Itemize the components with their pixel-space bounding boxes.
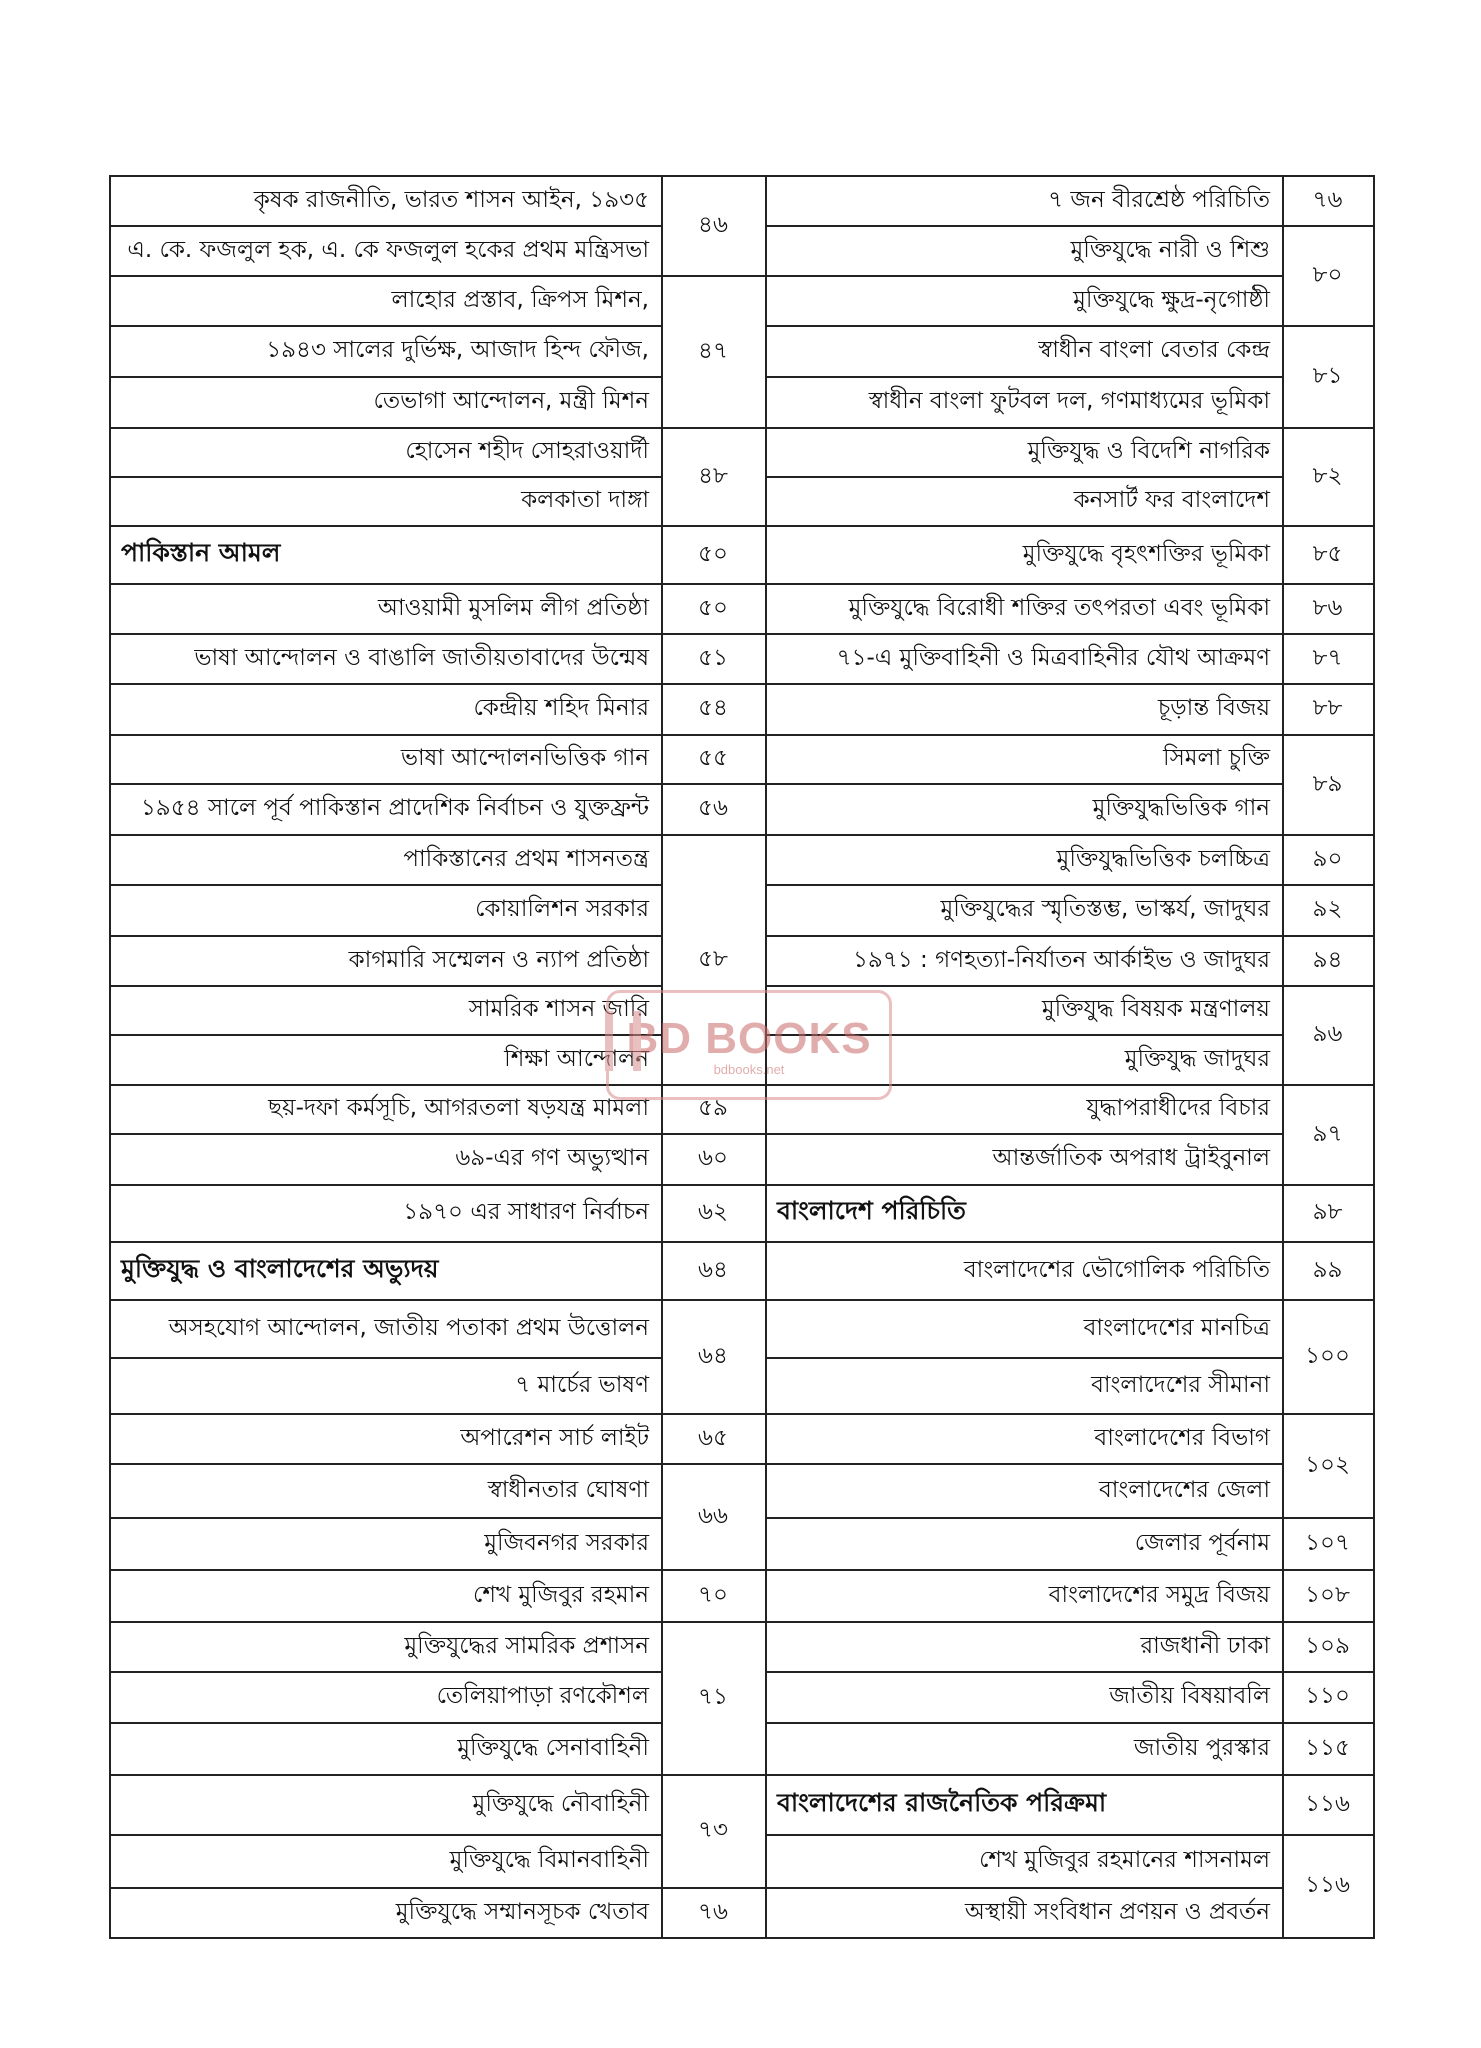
page-number: ৯০ [1312, 845, 1343, 872]
table-border-right [1373, 175, 1375, 1939]
row-divider [109, 1133, 661, 1135]
topic-entry: বাংলাদেশের বিভাগ [1094, 1424, 1270, 1451]
topic-entry: রাজধানী ঢাকা [1140, 1632, 1270, 1659]
page-number: ৮০ [1312, 261, 1343, 288]
section-heading: পাকিস্তান আমল [121, 537, 281, 567]
page-cell-divider [1282, 1517, 1373, 1519]
topic-entry: ১৯৭১ : গণহত্যা-নির্যাতন আর্কাইভ ও জাদুঘর [852, 946, 1270, 973]
row-divider [109, 525, 661, 527]
page-cell-divider [661, 633, 765, 635]
page-number: ৮৯ [1312, 770, 1343, 797]
topic-entry: ৬৯-এর গণ অভ্যুত্থান [455, 1145, 649, 1171]
row-divider [765, 275, 1282, 277]
page-number: ৪৬ [698, 211, 728, 238]
topic-entry: ভাষা আন্দোলন ও বাঙালি জাতীয়তাবাদের উন্মেষ [194, 644, 649, 671]
row-divider [765, 376, 1282, 378]
topic-entry: ৭ জন বীরশ্রেষ্ঠ পরিচিতি [1048, 186, 1270, 213]
topic-entry: জাতীয় বিষয়াবলি [1109, 1683, 1270, 1709]
row-divider [109, 1299, 661, 1301]
page-cell-divider [661, 525, 765, 527]
page-cell-divider [1282, 1184, 1373, 1186]
topic-entry: অসহযোগ আন্দোলন, জাতীয় পতাকা প্রথম উত্তোলন [168, 1314, 649, 1341]
topic-entry: মুক্তিযুদ্ধ জাদুঘর [1124, 1045, 1270, 1072]
page-number: ৬৬ [698, 1502, 728, 1529]
topic-entry: ১৯৭০ এর সাধারণ নির্বাচন [403, 1199, 649, 1225]
page-cell-divider [1282, 525, 1373, 527]
page-number: ৬৪ [698, 1342, 728, 1369]
row-divider [109, 275, 661, 277]
row-divider [765, 1184, 1282, 1186]
topic-entry: ৭ মার্চের ভাষণ [515, 1371, 649, 1398]
page-number: ৯৮ [1312, 1199, 1343, 1225]
topic-entry: ১৯৫৪ সালে পূর্ব পাকিস্তান প্রাদেশিক নির্বাচন ও যুক্তফ্রন্ট [140, 795, 649, 821]
page-number: ৪৮ [698, 462, 728, 489]
topic-entry: মুক্তিযুদ্ধে নৌবাহিনী [472, 1790, 649, 1817]
row-divider [109, 1569, 661, 1571]
row-divider [765, 225, 1282, 227]
row-divider [765, 633, 1282, 635]
topic-entry: মুক্তিযুদ্ধ ও বিদেশি নাগরিক [1027, 438, 1270, 464]
topic-entry: ১৯৪৩ সালের দুর্ভিক্ষ, আজাদ হিন্দ ফৌজ, [266, 337, 649, 363]
topic-entry: স্বাধীন বাংলা বেতার কেন্দ্র [1038, 337, 1270, 363]
section-heading: মুক্তিযুদ্ধ ও বাংলাদেশের অভ্যুদয় [121, 1253, 439, 1283]
topic-entry: আন্তর্জাতিক অপরাধ ট্রাইবুনাল [992, 1145, 1270, 1171]
row-divider [765, 884, 1282, 886]
row-divider [765, 1774, 1282, 1776]
row-divider [765, 985, 1282, 987]
topic-entry: সিমলা চুক্তি [1163, 745, 1270, 771]
row-divider [109, 884, 661, 886]
page-cell-divider [1282, 1774, 1373, 1776]
page-cell-divider [661, 275, 765, 277]
row-divider [109, 633, 661, 635]
page-cell-divider [1282, 427, 1373, 429]
page-number: ৮৬ [1312, 594, 1343, 621]
page-number: ৫৯ [698, 1095, 728, 1121]
row-divider [109, 783, 661, 785]
page-cell-divider [1282, 884, 1373, 886]
topic-entry: স্বাধীনতার ঘোষণা [487, 1476, 649, 1503]
row-divider [765, 1834, 1282, 1836]
row-divider [765, 834, 1282, 836]
topic-entry: শেখ মুজিবুর রহমানের শাসনামল [979, 1847, 1270, 1873]
topic-entry: মুক্তিযুদ্ধে নারী ও শিশু [1070, 236, 1270, 263]
page-cell-divider [1282, 734, 1373, 736]
topic-entry: কলকাতা দাঙ্গা [521, 487, 649, 513]
topic-entry: ছয়-দফা কর্মসূচি, আগরতলা ষড়যন্ত্র মামলা [268, 1095, 649, 1121]
page-number: ৮১ [1312, 362, 1343, 389]
row-divider [109, 225, 661, 227]
topic-entry: অপারেশন সার্চ লাইট [460, 1424, 649, 1451]
topic-entry: বাংলাদেশের সমুদ্র বিজয় [1048, 1581, 1270, 1608]
page-number: ৫০ [698, 594, 728, 621]
topic-entry: মুক্তিযুদ্ধে ক্ষুদ্র-নৃগোষ্ঠী [1073, 286, 1270, 313]
topic-entry: মুক্তিযুদ্ধ বিষয়ক মন্ত্রণালয় [1041, 996, 1270, 1022]
row-divider [765, 683, 1282, 685]
row-divider [765, 1299, 1282, 1301]
topic-entry: জাতীয় পুরস্কার [1133, 1734, 1270, 1761]
row-divider [765, 476, 1282, 478]
row-divider [109, 985, 661, 987]
page-number: ৬৫ [698, 1424, 728, 1451]
topic-entry: অস্থায়ী সংবিধান প্রণয়ন ও প্রবর্তন [964, 1898, 1270, 1925]
page-cell-divider [1282, 1569, 1373, 1571]
row-divider [109, 935, 661, 937]
page-cell-divider [661, 1413, 765, 1415]
row-divider [109, 1774, 661, 1776]
page-number: ৫৫ [698, 745, 728, 771]
row-divider [109, 1463, 661, 1465]
page-number: ৮৮ [1312, 695, 1343, 721]
page-cell-divider [1282, 683, 1373, 685]
page-number: ১০০ [1305, 1342, 1350, 1369]
table-border-bottom [109, 1937, 765, 1939]
topic-entry: কাগমারি সম্মেলন ও ন্যাপ প্রতিষ্ঠা [348, 946, 649, 973]
bd-books-watermark [606, 990, 892, 1100]
topic-entry: মুক্তিযুদ্ধভিত্তিক গান [1092, 795, 1270, 821]
topic-entry: শেখ মুজিবুর রহমান [473, 1581, 649, 1608]
row-divider [765, 1463, 1282, 1465]
topic-entry: মুক্তিযুদ্ধে বৃহৎশক্তির ভূমিকা [1022, 540, 1270, 567]
topic-entry: হোসেন শহীদ সোহরাওয়ার্দী [405, 438, 649, 464]
page-cell-divider [661, 734, 765, 736]
topic-entry: আওয়ামী মুসলিম লীগ প্রতিষ্ঠা [377, 594, 649, 621]
page-cell-divider [661, 1184, 765, 1186]
page-cell-divider [661, 1621, 765, 1623]
page-cell-divider [1282, 1834, 1373, 1836]
row-divider [109, 1887, 661, 1889]
page-number: ৪৭ [698, 337, 728, 364]
row-divider [109, 1413, 661, 1415]
row-divider [109, 1357, 661, 1359]
page-number: ৮২ [1312, 462, 1343, 489]
row-divider [109, 683, 661, 685]
page-number: ১০২ [1305, 1451, 1350, 1478]
topic-entry: মুক্তিযুদ্ধে সম্মানসূচক খেতাব [395, 1898, 649, 1925]
topic-entry: স্বাধীন বাংলা ফুটবল দল, গণমাধ্যমের ভূমিকা [868, 388, 1270, 414]
topic-entry: যুদ্ধাপরাধীদের বিচার [1086, 1095, 1270, 1121]
topic-entry: শিক্ষা আন্দোলন [504, 1045, 649, 1072]
topic-entry: ৭১-এ মুক্তিবাহিনী ও মিত্রবাহিনীর যৌথ আক্রমণ [836, 644, 1270, 671]
page-cell-divider [661, 783, 765, 785]
page-cell-divider [1282, 935, 1373, 937]
page-cell-divider [661, 1133, 765, 1135]
topic-entry: কোয়ালিশন সরকার [475, 896, 649, 922]
row-divider [109, 583, 661, 585]
topic-entry: মুজিবনগর সরকার [484, 1529, 649, 1556]
row-divider [765, 1621, 1282, 1623]
page-number: ৫৬ [698, 795, 728, 821]
page-cell-divider [1282, 1621, 1373, 1623]
topic-entry: মুক্তিযুদ্ধে সেনাবাহিনী [457, 1734, 649, 1761]
row-divider [109, 376, 661, 378]
topic-entry: কেন্দ্রীয় শহিদ মিনার [473, 695, 649, 721]
page-cell-divider [1282, 583, 1373, 585]
page-number: ৫০ [698, 540, 728, 567]
row-divider [765, 1671, 1282, 1673]
row-divider [109, 476, 661, 478]
page-cell-divider [661, 583, 765, 585]
row-divider [109, 1241, 661, 1243]
topic-entry: জেলার পূর্বনাম [1134, 1529, 1270, 1556]
page-cell-divider [661, 1569, 765, 1571]
topic-entry: কনসার্ট ফর বাংলাদেশ [1073, 487, 1270, 513]
page-number: ৫১ [698, 644, 728, 671]
topic-entry: কৃষক রাজনীতি, ভারত শাসন আইন, ১৯৩৫ [253, 186, 649, 213]
row-divider [765, 583, 1282, 585]
row-divider [109, 834, 661, 836]
row-divider [765, 525, 1282, 527]
row-divider [109, 734, 661, 736]
page-number: ৭৬ [698, 1898, 728, 1925]
topic-entry: পাকিস্তানের প্রথম শাসনতন্ত্র [403, 845, 649, 872]
page-number: ৬৪ [698, 1256, 728, 1283]
row-divider [109, 1034, 661, 1036]
page-number: ৯৭ [1312, 1120, 1343, 1147]
page-cell-divider [661, 427, 765, 429]
row-divider [765, 1413, 1282, 1415]
topic-entry: বাংলাদেশের ভৌগোলিক পরিচিতি [963, 1256, 1270, 1283]
topic-entry: মুক্তিযুদ্ধে বিমানবাহিনী [449, 1847, 649, 1873]
page-cell-divider [661, 1463, 765, 1465]
topic-entry: সামরিক শাসন জারি [468, 996, 649, 1022]
page-number: ৬০ [698, 1145, 728, 1171]
page-number: ১০৮ [1305, 1581, 1350, 1608]
page-cell-divider [661, 683, 765, 685]
page-number: ৭৬ [1312, 186, 1343, 213]
row-divider [765, 1133, 1282, 1135]
topic-entry: মুক্তিযুদ্ধে বিরোধী শক্তির তৎপরতা এবং ভূমিকা [848, 594, 1270, 621]
page-cell-divider [1282, 1299, 1373, 1301]
page-number: ৯৪ [1312, 946, 1343, 973]
topic-entry: ভাষা আন্দোলনভিত্তিক গান [400, 745, 649, 771]
topic-entry: বাংলাদেশের মানচিত্র [1083, 1314, 1270, 1341]
row-divider [765, 325, 1282, 327]
topic-entry: মুক্তিযুদ্ধভিত্তিক চলচ্চিত্র [1056, 845, 1270, 872]
topic-entry: বাংলাদেশের জেলা [1098, 1476, 1270, 1503]
row-divider [765, 1569, 1282, 1571]
page-cell-divider [1282, 325, 1373, 327]
book-icon [605, 1011, 641, 1071]
page-cell-divider [1282, 1413, 1373, 1415]
watermark-brand: BD BOOKS [626, 1013, 872, 1063]
row-divider [109, 1184, 661, 1186]
page-number: ৭১ [698, 1684, 728, 1710]
topic-entry: বাংলাদেশের সীমানা [1091, 1371, 1270, 1398]
page-number: ১০৯ [1305, 1632, 1350, 1659]
row-divider [765, 1241, 1282, 1243]
row-divider [109, 1517, 661, 1519]
page-cell-divider [1282, 1671, 1373, 1673]
row-divider [765, 1887, 1282, 1889]
row-divider [765, 734, 1282, 736]
row-divider [109, 1621, 661, 1623]
page-cell-divider [1282, 1241, 1373, 1243]
section-heading: বাংলাদেশের রাজনৈতিক পরিক্রমা [777, 1787, 1107, 1817]
row-divider [765, 1722, 1282, 1724]
page-number: ১১৬ [1305, 1790, 1350, 1817]
page-cell-divider [1282, 1084, 1373, 1086]
row-divider [109, 1671, 661, 1673]
page-cell-divider [1282, 834, 1373, 836]
section-heading: বাংলাদেশ পরিচিতি [777, 1196, 966, 1225]
page-number: ৯২ [1312, 896, 1343, 922]
topic-entry: চূড়ান্ত বিজয় [1157, 695, 1270, 721]
topic-entry: লাহোর প্রস্তাব, ক্রিপস মিশন, [391, 286, 649, 313]
topic-entry: মুক্তিযুদ্ধের স্মৃতিস্তম্ভ, ভাস্কর্য, জাদুঘর [940, 896, 1270, 922]
topic-entry: তেভাগা আন্দোলন, মন্ত্রী মিশন [373, 388, 649, 414]
page-number: ১১০ [1305, 1683, 1350, 1709]
row-divider [109, 1084, 661, 1086]
page-number: ৯৬ [1312, 1021, 1343, 1047]
page-number: ৯৯ [1312, 1256, 1343, 1283]
row-divider [109, 427, 661, 429]
page-number: ১১৬ [1305, 1872, 1350, 1898]
topic-entry: তেলিয়াপাড়া রণকৌশল [436, 1683, 649, 1709]
page-number: ৫৪ [698, 695, 728, 721]
page-cell-divider [661, 1299, 765, 1301]
row-divider [109, 1722, 661, 1724]
page-number: ১০৭ [1305, 1529, 1350, 1556]
page-number: ৮৫ [1312, 540, 1343, 567]
page-number: ৮৭ [1312, 644, 1343, 671]
row-divider [765, 783, 1282, 785]
page-cell-divider [661, 834, 765, 836]
page-number: ১১৫ [1305, 1734, 1350, 1761]
row-divider [765, 1517, 1282, 1519]
page-number: ৬২ [698, 1199, 728, 1225]
page-cell-divider [1282, 985, 1373, 987]
page-cell-divider [661, 1774, 765, 1776]
row-divider [109, 325, 661, 327]
page-cell-divider [1282, 633, 1373, 635]
page-cell-divider [1282, 225, 1373, 227]
page-cell-divider [1282, 1722, 1373, 1724]
topic-entry: এ. কে. ফজলুল হক, এ. কে ফজলুল হকের প্রথম মন্ত্রিসভা [127, 236, 649, 263]
page-number: ৭০ [698, 1581, 728, 1608]
page-cell-divider [661, 1887, 765, 1889]
row-divider [765, 1357, 1282, 1359]
topic-entry: মুক্তিযুদ্ধের সামরিক প্রশাসন [404, 1632, 649, 1659]
row-divider [765, 427, 1282, 429]
page-number: ৭৩ [698, 1817, 728, 1843]
row-divider [109, 1834, 661, 1836]
watermark-url: bdbooks.net [713, 1061, 785, 1077]
page-cell-divider [661, 1241, 765, 1243]
page-number: ৫৮ [698, 945, 728, 972]
row-divider [765, 935, 1282, 937]
